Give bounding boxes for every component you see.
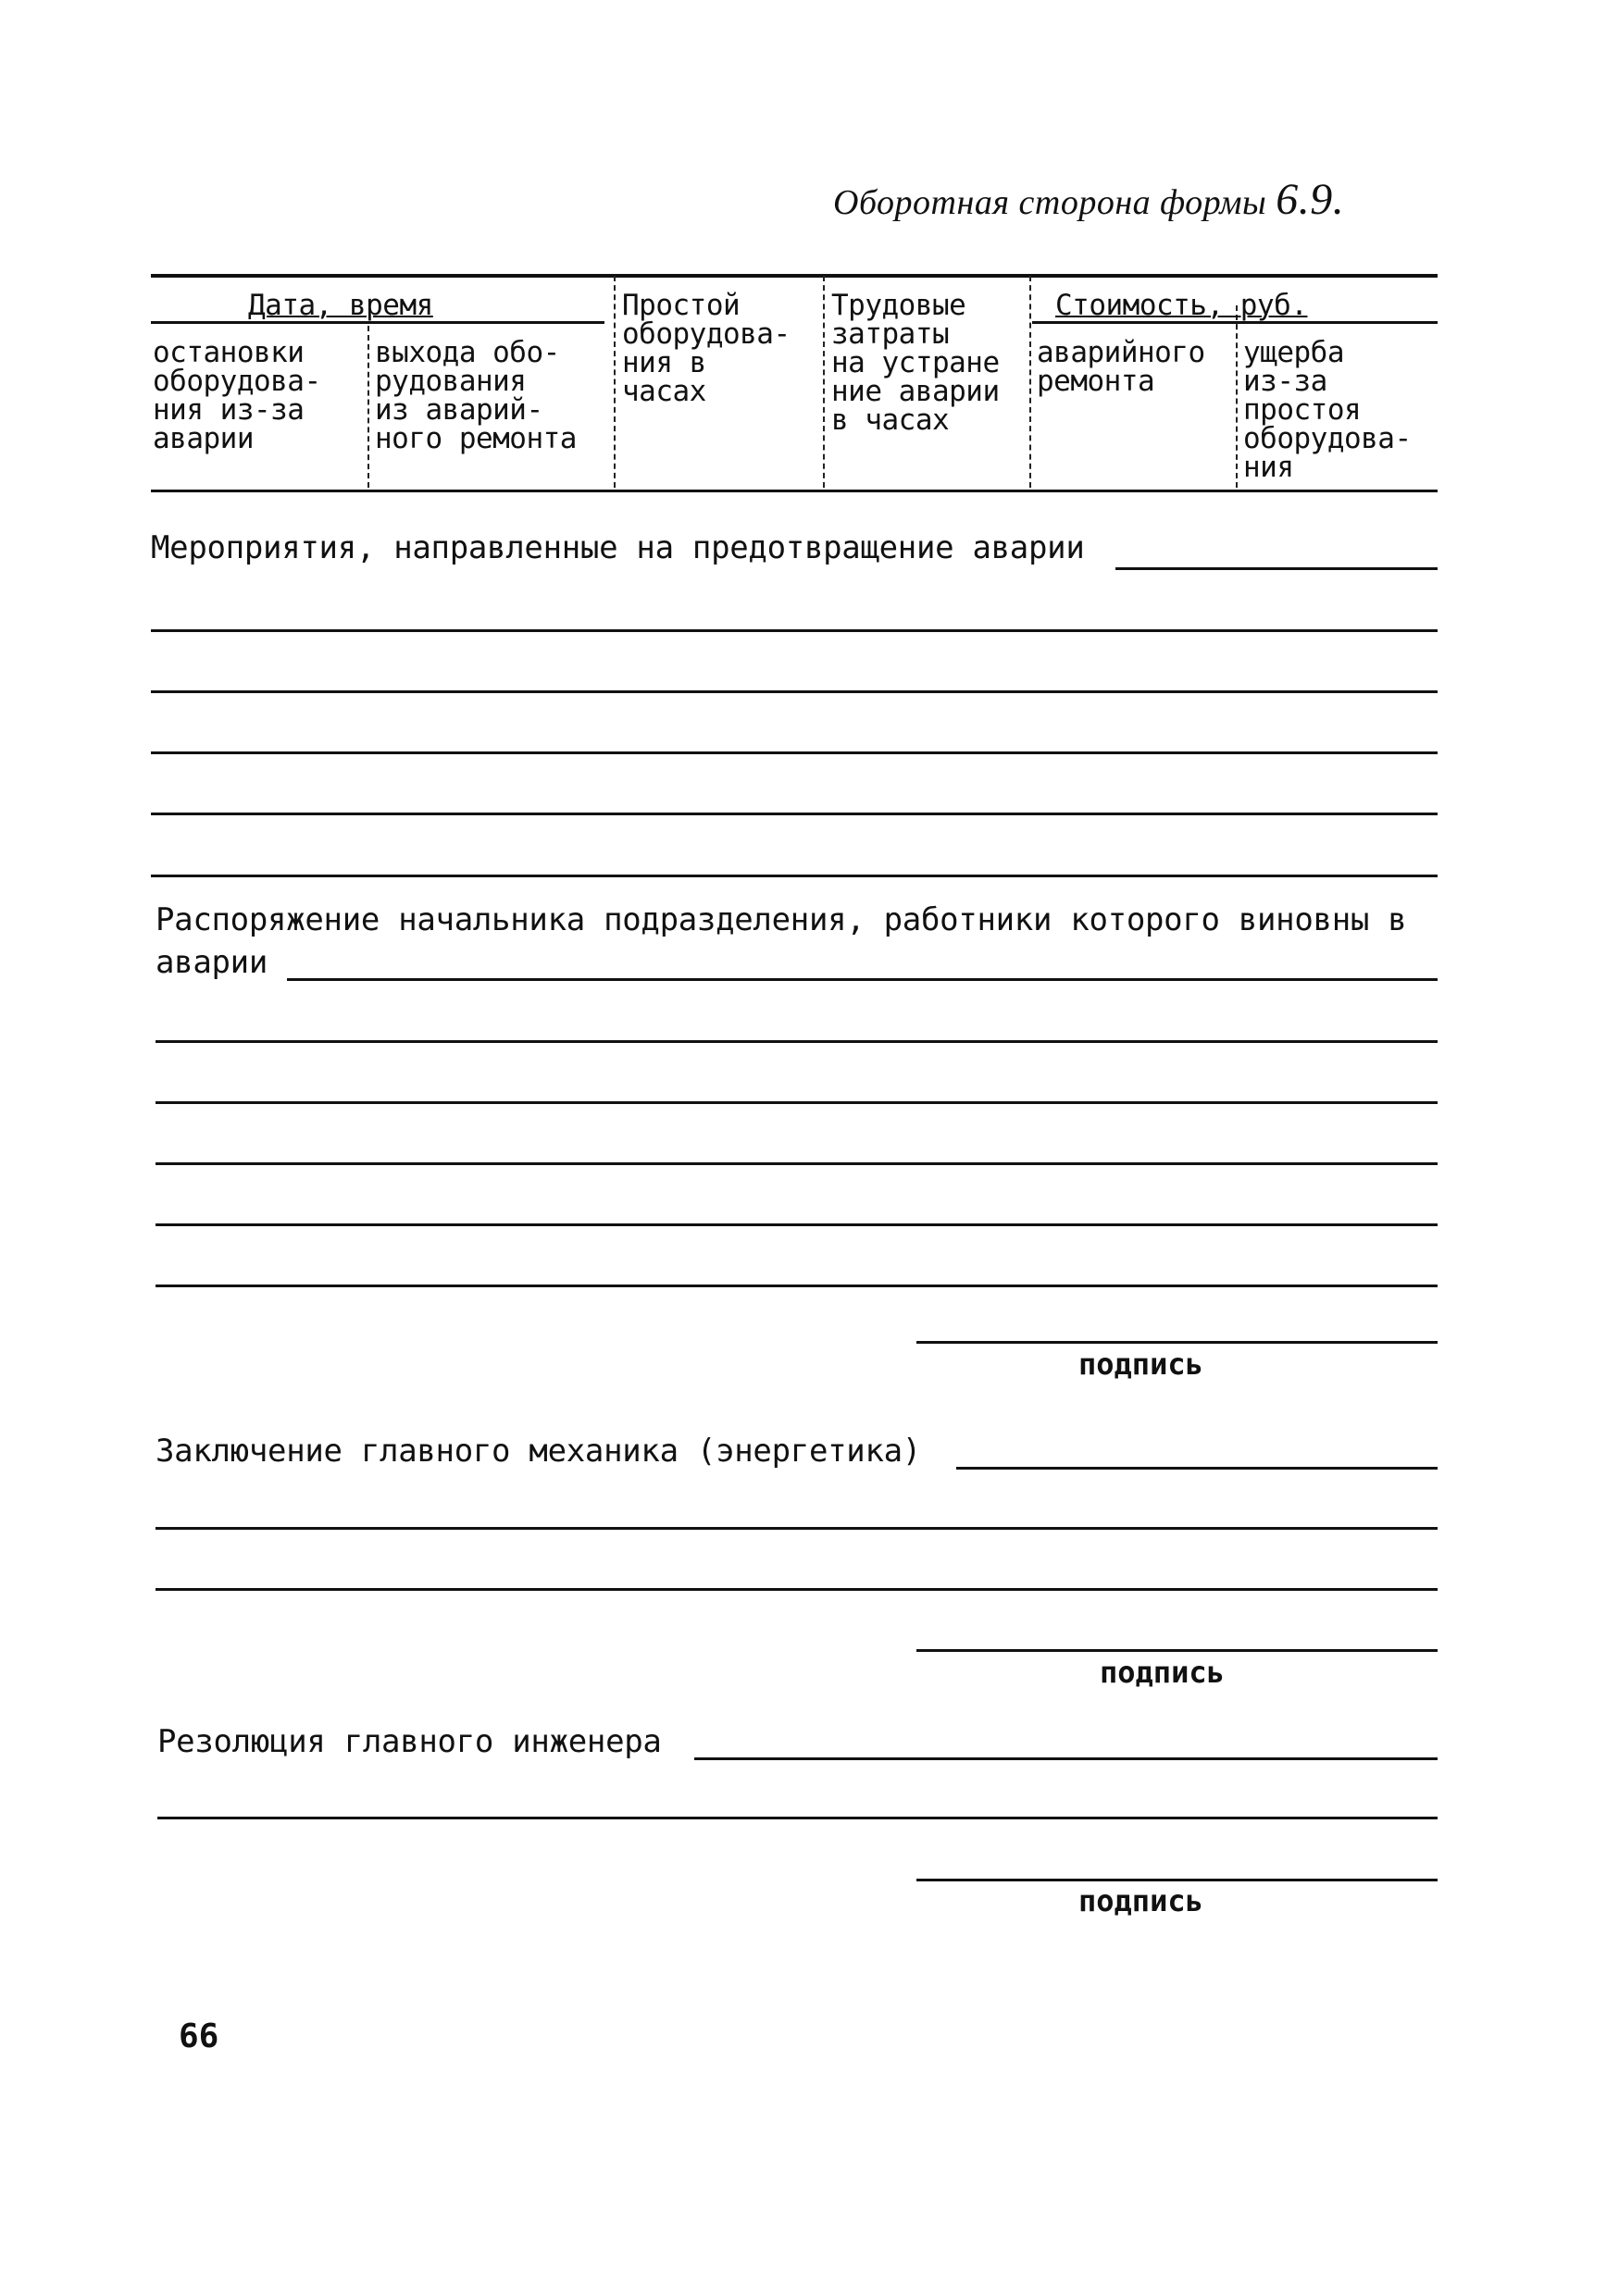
order-label: Распоряжение начальника подразделения, работники которого виновны в — [156, 901, 1407, 938]
order-line-2[interactable] — [156, 1101, 1438, 1104]
measures-line-3[interactable] — [151, 751, 1438, 754]
signature-caption-2: подпись — [1100, 1655, 1225, 1690]
measures-line-2[interactable] — [151, 690, 1438, 693]
table-group-cost: Стоимость, руб. — [1055, 289, 1308, 322]
table-col-downtime: Простой оборудова- ния в часах — [622, 289, 791, 408]
order-line-4[interactable] — [156, 1223, 1438, 1226]
table-col-stop: остановки оборудова- ния из-за аварии — [153, 336, 321, 455]
signature-caption-1: подпись — [1078, 1347, 1203, 1382]
table-divider-2 — [614, 276, 616, 488]
conclusion-line-1[interactable] — [156, 1527, 1438, 1530]
form-title — [833, 174, 1344, 225]
order-line-1[interactable] — [156, 1040, 1438, 1043]
table-divider-1 — [367, 326, 369, 488]
order-line-3[interactable] — [156, 1162, 1438, 1165]
table-col-exit: выхода обо- рудования из аварий- ного ремонта — [375, 336, 577, 455]
resolution-line-0[interactable] — [694, 1757, 1438, 1760]
measures-line-1[interactable] — [151, 629, 1438, 632]
conclusion-line-2[interactable] — [156, 1588, 1438, 1591]
order-line-5[interactable] — [156, 1285, 1438, 1287]
page-number: 66 — [179, 2017, 219, 2055]
order-label-cont: аварии — [156, 944, 268, 981]
signature-caption-3: подпись — [1078, 1883, 1203, 1918]
table-col-repair: аварийного ремонта — [1037, 336, 1205, 398]
signature-line-2[interactable] — [916, 1649, 1438, 1652]
measures-line-4[interactable] — [151, 813, 1438, 815]
table-group-date-time: Дата, время — [248, 289, 433, 322]
conclusion-line-0[interactable] — [956, 1467, 1438, 1470]
table-divider-4 — [1029, 276, 1031, 488]
table-col-damage: ущерба из-за простоя оборудова- ния — [1243, 336, 1412, 484]
measures-line-5[interactable] — [151, 875, 1438, 877]
table-divider-5 — [1236, 305, 1238, 488]
table-top-rule — [151, 274, 1438, 278]
measures-line-0[interactable] — [1115, 567, 1438, 570]
table-divider-3 — [823, 276, 825, 488]
conclusion-label: Заключение главного механика (энергетика) — [156, 1433, 921, 1470]
resolution-label: Резолюция главного инженера — [157, 1723, 662, 1760]
measures-label: Мероприятия, направленные на предотвращение аварии — [151, 529, 1085, 566]
form-title-text: Оборотная сторона формы — [833, 183, 1267, 222]
order-line-0[interactable] — [287, 978, 1438, 981]
table-col-labor: Трудовые затраты на устране ние аварии в часах — [831, 289, 1000, 437]
form-number: 6.9. — [1276, 175, 1345, 224]
resolution-line-1[interactable] — [157, 1817, 1438, 1819]
signature-line-3[interactable] — [916, 1879, 1438, 1881]
signature-line-1[interactable] — [916, 1341, 1438, 1344]
table-bottom-rule — [151, 490, 1438, 492]
